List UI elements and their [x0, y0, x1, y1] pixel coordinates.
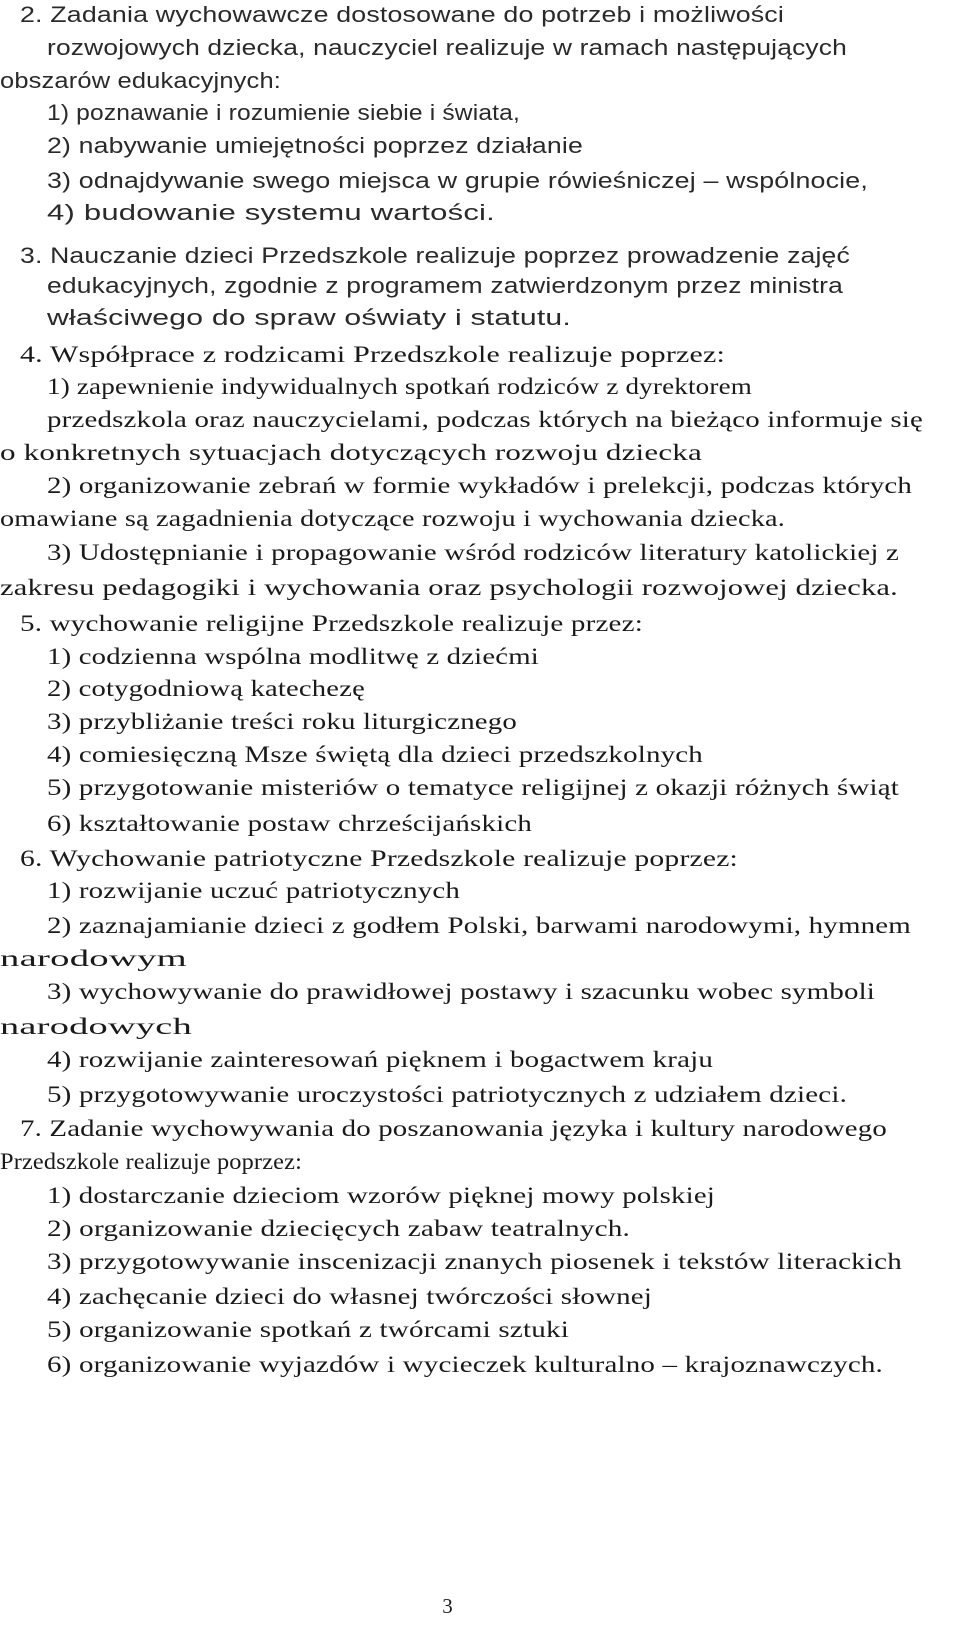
text-line: 2) organizowanie zebrań w formie wykładów i prelekcji, podczas których — [47, 473, 913, 498]
text-line: 2) cotygodniową katechezę — [47, 676, 365, 701]
text-line: 5) organizowanie spotkań z twórcami sztuki — [47, 1317, 569, 1342]
text-line: 4) comiesięczną Msze świętą dla dzieci przedszkolnych — [47, 742, 703, 767]
text-line: o konkretnych sytuacjach dotyczących rozwoju dziecka — [0, 440, 702, 465]
text-line: 1) rozwijanie uczuć patriotycznych — [47, 878, 461, 903]
text-line: obszarów edukacyjnych: — [0, 68, 282, 93]
text-line: 2) organizowanie dziecięcych zabaw teatralnych. — [47, 1216, 631, 1241]
text-line: właściwego do spraw oświaty i statutu. — [47, 305, 571, 330]
text-line: 4) rozwijanie zainteresowań pięknem i bogactwem kraju — [47, 1047, 714, 1072]
text-line: 2) nabywanie umiejętności poprzez działanie — [47, 133, 583, 158]
text-line: 3) odnajdywanie swego miejsca w grupie rówieśniczej – wspólnocie, — [47, 168, 868, 193]
text-line: 4. Współprace z rodzicami Przedszkole realizuje poprzez: — [20, 342, 726, 367]
text-line: 1) zapewnienie indywidualnych spotkań rodziców z dyrektorem — [47, 374, 753, 399]
text-line: narodowym — [0, 946, 188, 971]
text-line: 3) przybliżanie treści roku liturgicznego — [47, 709, 518, 734]
text-line: 5) przygotowywanie uroczystości patriotycznych z udziałem dzieci. — [47, 1082, 848, 1107]
text-line: 1) codzienna wspólna modlitwę z dziećmi — [47, 644, 539, 669]
text-line: 3) przygotowywanie inscenizacji znanych piosenek i tekstów literackich — [47, 1249, 902, 1274]
text-line: 1) dostarczanie dzieciom wzorów pięknej mowy polskiej — [47, 1183, 716, 1208]
text-line: 6) kształtowanie postaw chrześcijańskich — [47, 811, 532, 836]
text-line: 5. wychowanie religijne Przedszkole realizuje przez: — [20, 611, 643, 636]
page-number: 3 — [442, 1594, 453, 1618]
text-line: 2) zaznajamianie dzieci z godłem Polski, barwami narodowymi, hymnem — [47, 913, 912, 938]
text-line: 1) poznawanie i rozumienie siebie i świata, — [47, 100, 520, 125]
text-line: edukacyjnych, zgodnie z programem zatwierdzonym przez ministra — [47, 273, 844, 298]
text-line: omawiane są zagadnienia dotyczące rozwoju i wychowania dziecka. — [0, 506, 786, 531]
text-line: 3) Udostępnianie i propagowanie wśród rodziców literatury katolickiej z — [47, 540, 899, 565]
text-line: 3. Nauczanie dzieci Przedszkole realizuje poprzez prowadzenie zajęć — [20, 243, 850, 268]
text-line: 2. Zadania wychowawcze dostosowane do potrzeb i możliwości — [20, 2, 784, 27]
text-line: przedszkola oraz nauczycielami, podczas których na bieżąco informuje się — [47, 407, 924, 432]
text-line: 4) budowanie systemu wartości. — [47, 200, 496, 225]
text-line: 6. Wychowanie patriotyczne Przedszkole realizuje poprzez: — [20, 846, 738, 871]
text-line: 5) przygotowanie misteriów o tematyce religijnej z okazji różnych świąt — [47, 775, 900, 800]
text-line: narodowych — [0, 1014, 192, 1039]
text-line: zakresu pedagogiki i wychowania oraz psychologii rozwojowej dziecka. — [0, 575, 898, 600]
text-line: 6) organizowanie wyjazdów i wycieczek kulturalno – krajoznawczych. — [47, 1352, 883, 1377]
text-line: 3) wychowywanie do prawidłowej postawy i szacunku wobec symboli — [47, 979, 875, 1004]
text-line: Przedszkole realizuje poprzez: — [0, 1149, 302, 1174]
text-line: rozwojowych dziecka, nauczyciel realizuje w ramach następujących — [47, 35, 848, 60]
text-line: 4) zachęcanie dzieci do własnej twórczości słownej — [47, 1284, 653, 1309]
text-line: 7. Zadanie wychowywania do poszanowania języka i kultury narodowego — [20, 1116, 887, 1141]
